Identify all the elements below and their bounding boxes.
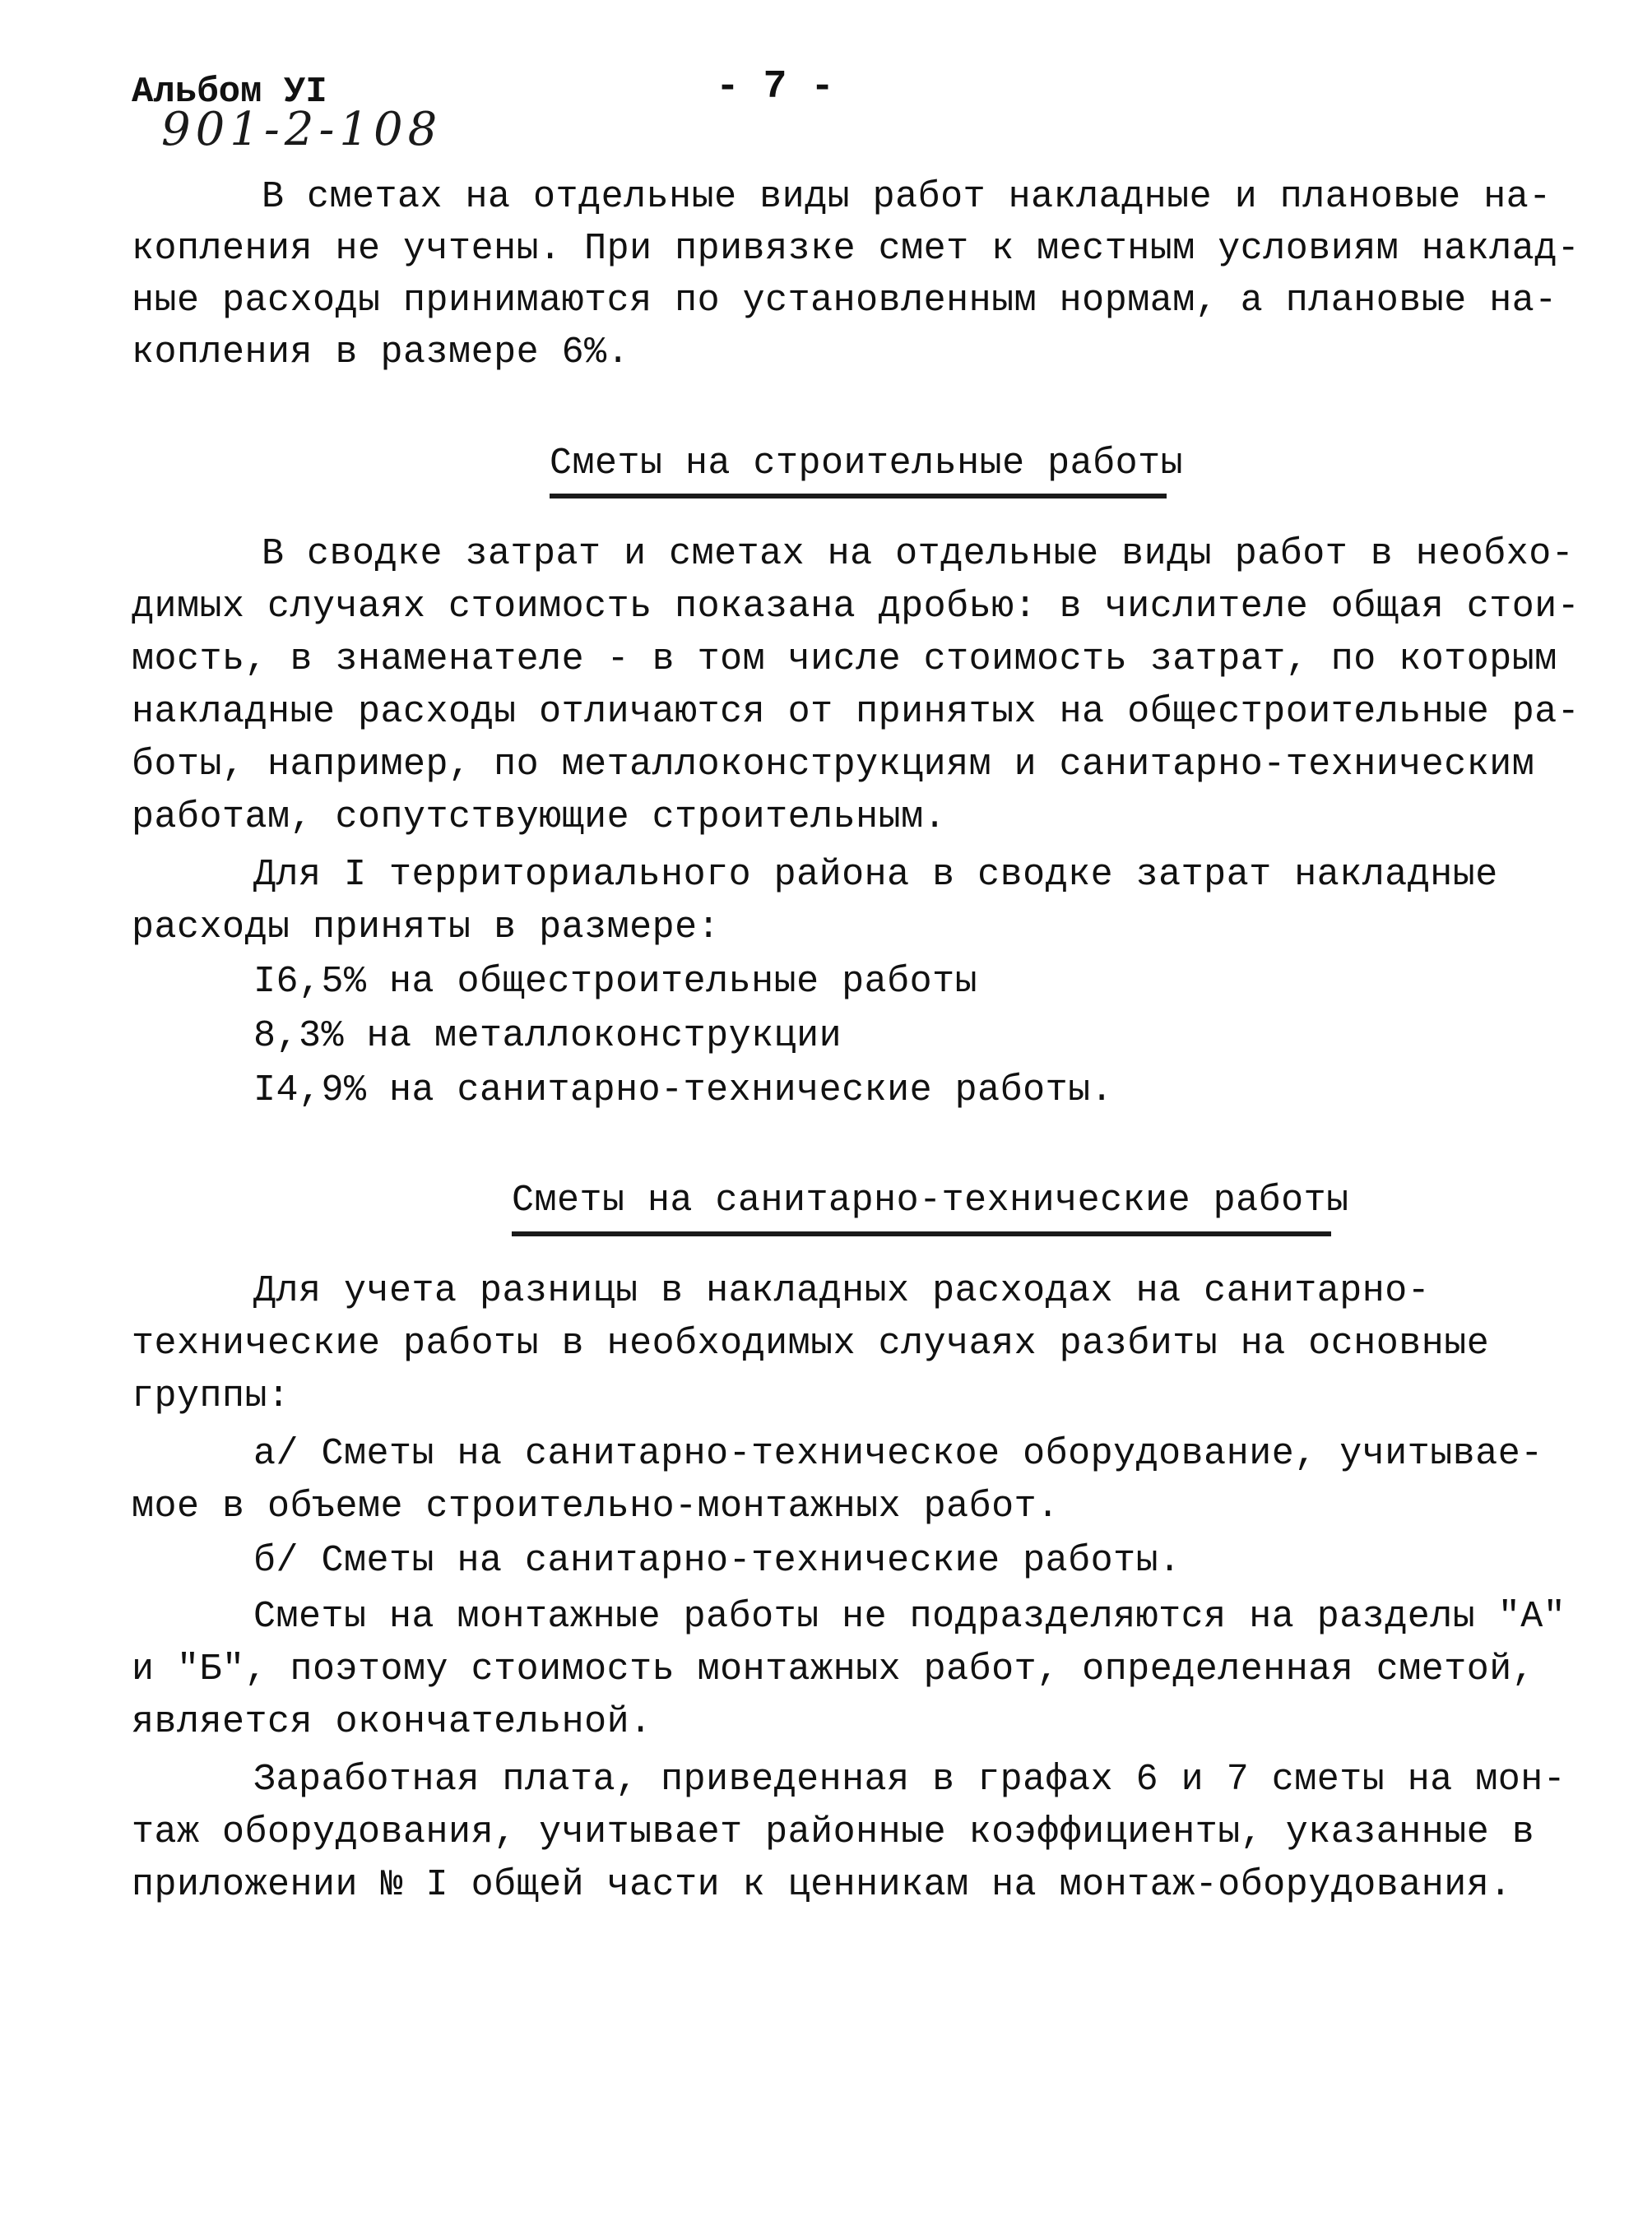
text-line: работам, сопутствующие строительным. bbox=[132, 796, 947, 838]
text-line: мое в объеме строительно-монтажных работ. bbox=[132, 1486, 1060, 1528]
rate-line: I6,5% на общестроительные работы bbox=[253, 961, 978, 1003]
section-heading-construction: Сметы на строительные работы bbox=[550, 443, 1184, 485]
text-line: Сметы на монтажные работы не подразделяются на разделы "А" bbox=[253, 1596, 1566, 1638]
section-heading-sanitary: Сметы на санитарно-технические работы bbox=[512, 1180, 1349, 1222]
text-line: и "Б", поэтому стоимость монтажных работ, определенная сметой, bbox=[132, 1648, 1535, 1690]
text-line: боты, например, по металлоконструкциям и санитарно-техническим bbox=[132, 744, 1535, 786]
text-line: Заработная плата, приведенная в графах 6 и 7 сметы на мон- bbox=[253, 1759, 1566, 1801]
text-line: приложении № I общей части к ценникам на монтаж-оборудования. bbox=[132, 1864, 1512, 1906]
text-line: димых случаях стоимость показана дробью: в числителе общая стои- bbox=[132, 586, 1580, 628]
text-line: группы: bbox=[132, 1375, 290, 1417]
handwritten-code: 901-2-108 bbox=[161, 103, 443, 156]
text-line: Для учета разницы в накладных расходах на санитарно- bbox=[253, 1270, 1431, 1312]
text-line: мость, в знаменателе - в том числе стоимость затрат, по которым bbox=[132, 638, 1557, 680]
album-label: Альбом УI bbox=[132, 72, 327, 113]
rate-line: 8,3% на металлоконструкции bbox=[253, 1015, 842, 1057]
text-line: технические работы в необходимых случаях разбиты на основные bbox=[132, 1323, 1490, 1365]
page-number: - 7 - bbox=[716, 65, 835, 109]
text-line: является окончательной. bbox=[132, 1701, 652, 1743]
heading-underline bbox=[512, 1231, 1331, 1236]
text-line: Для I территориального района в сводке затрат накладные bbox=[253, 854, 1498, 896]
text-line: накладные расходы отличаются от принятых на общестроительные ра- bbox=[132, 691, 1580, 733]
text-line: копления в размере 6%. bbox=[132, 332, 630, 373]
list-item-b: б/ Сметы на санитарно-технические работы. bbox=[253, 1540, 1181, 1582]
heading-underline bbox=[550, 494, 1167, 498]
text-line: В сметах на отдельные виды работ накладные и плановые на- bbox=[262, 176, 1552, 218]
rate-line: I4,9% на санитарно-технические работы. bbox=[253, 1069, 1114, 1111]
text-line: копления не учтены. При привязке смет к местным условиям наклад- bbox=[132, 228, 1580, 270]
list-item-a: а/ Сметы на санитарно-техническое оборудование, учитывае- bbox=[253, 1433, 1543, 1475]
text-line: В сводке затрат и сметах на отдельные виды работ в необхо- bbox=[262, 533, 1575, 575]
text-line: расходы приняты в размере: bbox=[132, 907, 721, 948]
text-line: ные расходы принимаются по установленным нормам, а плановые на- bbox=[132, 280, 1557, 322]
text-line: таж оборудования, учитывает районные коэффициенты, указанные в bbox=[132, 1811, 1535, 1853]
